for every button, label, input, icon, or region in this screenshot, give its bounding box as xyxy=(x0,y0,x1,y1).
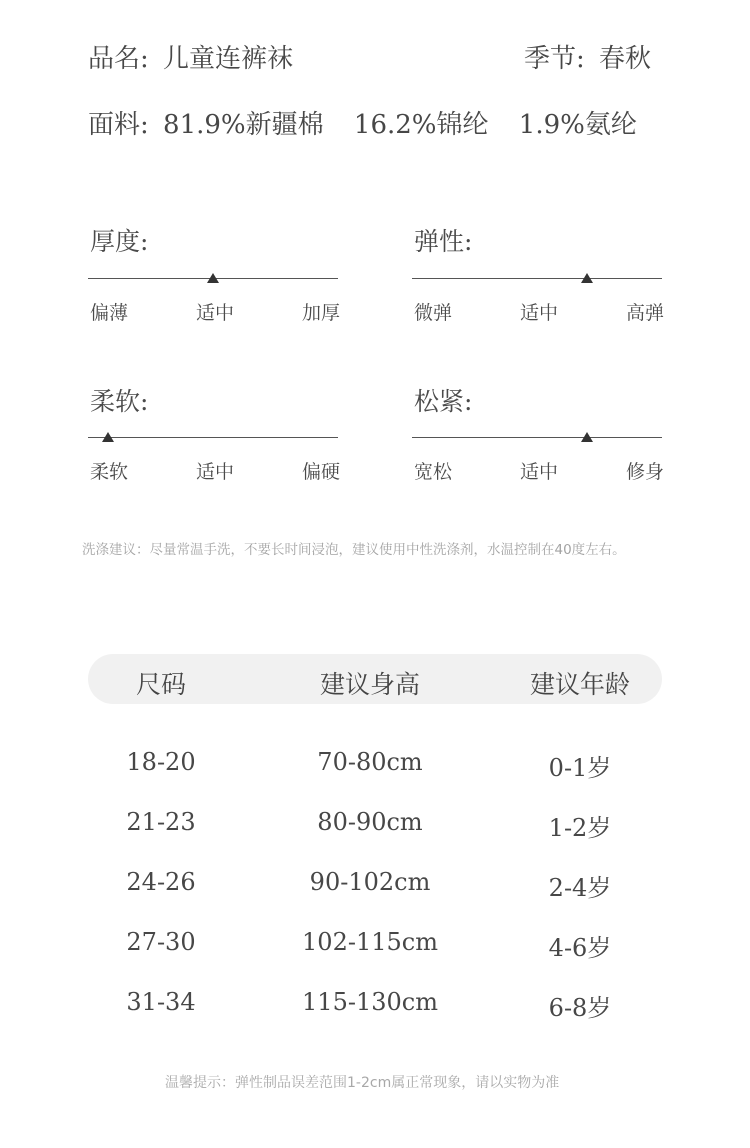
wash-advice: 洗涤建议：尽量常温手洗，不要长时间浸泡，建议使用中性洗涤剂，水温控制在40度左右。 xyxy=(82,542,626,558)
fabric-part: 81.9%新疆棉 xyxy=(163,110,324,140)
scale-label: 适中 xyxy=(195,302,234,324)
fabric-part: 1.9%氨纶 xyxy=(518,110,637,140)
season-value: 春秋 xyxy=(599,44,652,74)
scale-label: 偏薄 xyxy=(90,302,129,324)
product-name-value: 儿童连裤袜 xyxy=(163,44,294,74)
table-header-age: 建议年龄 xyxy=(529,670,631,699)
scale-label: 适中 xyxy=(519,461,558,483)
table-header-height: 建议身高 xyxy=(319,670,421,699)
fabric-row xyxy=(88,104,637,141)
season-row xyxy=(524,38,651,75)
scale-label: 高弹 xyxy=(625,302,664,324)
table-cell-height: 102-115cm xyxy=(302,928,438,956)
season-label: 季节: xyxy=(524,44,585,74)
fabric-part: 16.2%锦纶 xyxy=(353,110,489,140)
table-cell-size: 31-34 xyxy=(126,988,196,1016)
table-cell-size: 18-20 xyxy=(126,748,196,776)
table-cell-age: 1-2岁 xyxy=(548,814,612,842)
attribute-title: 柔软: xyxy=(90,387,149,416)
scale-label: 加厚 xyxy=(301,302,340,324)
scale-labels xyxy=(90,457,340,484)
scale-label: 宽松 xyxy=(414,461,453,483)
scale-labels xyxy=(414,298,664,325)
scale-label: 适中 xyxy=(195,461,234,483)
scale-line xyxy=(412,437,662,438)
scale-line xyxy=(88,437,338,438)
table-cell-age: 4-6岁 xyxy=(548,934,612,962)
table-cell-age: 6-8岁 xyxy=(548,994,612,1022)
scale-marker xyxy=(102,432,114,442)
table-cell-height: 115-130cm xyxy=(302,988,438,1016)
footer-note: 温馨提示：弹性制品误差范围1-2cm属正常现象，请以实物为准 xyxy=(165,1075,560,1091)
scale-label: 适中 xyxy=(519,302,558,324)
scale-label: 柔软 xyxy=(90,461,129,483)
attribute-title: 弹性: xyxy=(414,227,473,256)
table-cell-size: 24-26 xyxy=(126,868,196,896)
scale-marker xyxy=(581,273,593,283)
table-cell-age: 0-1岁 xyxy=(548,754,612,782)
fabric-label: 面料: xyxy=(88,110,149,140)
product-name-label: 品名: xyxy=(88,44,149,74)
size-table-header xyxy=(88,654,662,704)
table-cell-size: 21-23 xyxy=(126,808,196,836)
attribute-title: 松紧: xyxy=(414,387,473,416)
scale-label: 微弹 xyxy=(414,302,453,324)
scale-line xyxy=(412,278,662,279)
table-cell-age: 2-4岁 xyxy=(548,874,612,902)
table-cell-height: 90-102cm xyxy=(309,868,431,896)
scale-marker xyxy=(207,273,219,283)
scale-label: 偏硬 xyxy=(301,461,340,483)
table-cell-height: 70-80cm xyxy=(317,748,423,776)
scale-label: 修身 xyxy=(625,461,664,483)
scale-labels xyxy=(90,298,340,325)
scale-labels xyxy=(414,457,664,484)
attribute-title: 厚度: xyxy=(90,227,149,256)
scale-marker xyxy=(581,432,593,442)
table-header-size: 尺码 xyxy=(135,670,187,699)
product-name-row xyxy=(88,38,293,75)
table-cell-height: 80-90cm xyxy=(317,808,423,836)
table-cell-size: 27-30 xyxy=(126,928,196,956)
